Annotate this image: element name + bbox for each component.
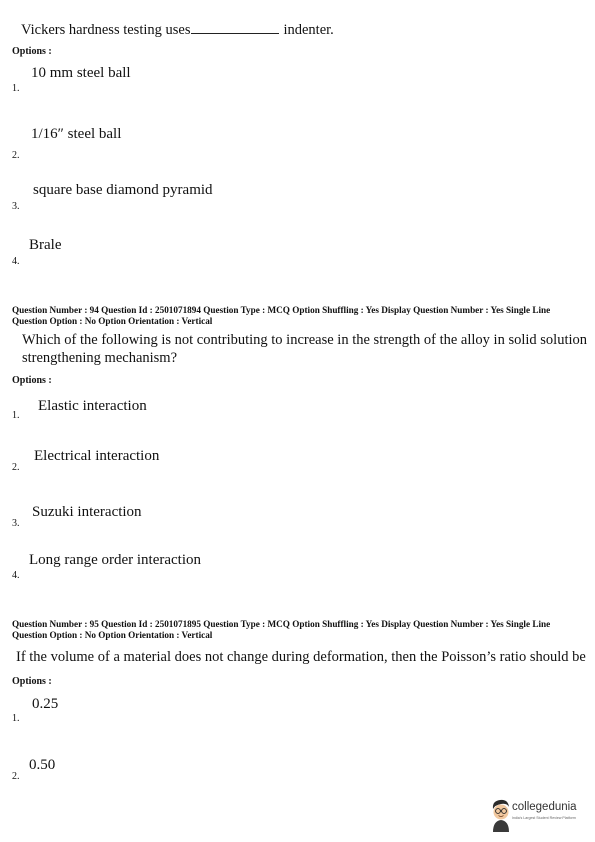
option-number: 2.: [12, 771, 20, 782]
options-label: Options :: [12, 375, 52, 386]
option-text: Long range order interaction: [29, 552, 202, 568]
question-93-text: [21, 19, 334, 39]
options-label: Options :: [12, 46, 52, 57]
collegedunia-logo: [488, 797, 588, 833]
option-text: Suzuki interaction: [32, 504, 142, 520]
option-number: 1.: [12, 713, 20, 724]
option-text: 10 mm steel ball: [31, 65, 131, 81]
logo-tagline: India's Largest Student Review Platform: [512, 816, 576, 820]
option-text: Elastic interaction: [38, 398, 147, 414]
question-94-text-line-2: strengthening mechanism?: [22, 350, 178, 366]
options-label: Options :: [12, 676, 52, 687]
option-text: Electrical interaction: [34, 448, 160, 464]
fill-in-blank: [191, 19, 279, 34]
option-number: 2.: [12, 150, 20, 161]
option-text: 1/16″ steel ball: [31, 126, 122, 142]
option-number: 4.: [12, 256, 20, 267]
option-number: 3.: [12, 518, 20, 529]
option-text: Brale: [29, 237, 62, 253]
option-number: 2.: [12, 462, 20, 473]
logo-wordmark: collegedunia: [512, 801, 577, 813]
question-93-text-before: Vickers hardness testing uses: [21, 22, 191, 38]
question-95-meta: Question Number : 95 Question Id : 2501071895 Question Type : MCQ Option Shuffling : Yes Display Question Number : Yes Single Line Question Option : No Option Orientation : Vertical: [12, 619, 551, 640]
option-number: 1.: [12, 83, 20, 94]
question-94-text-line-1: Which of the following is not contributing to increase in the strength of the alloy in solid solution: [22, 332, 588, 348]
option-number: 4.: [12, 570, 20, 581]
option-text: 0.50: [29, 757, 56, 773]
option-number: 1.: [12, 410, 20, 421]
question-95-text: If the volume of a material does not change during deformation, then the Poisson’s ratio should be: [16, 649, 586, 665]
mascot-icon: [488, 797, 514, 833]
question-94-meta: Question Number : 94 Question Id : 2501071894 Question Type : MCQ Option Shuffling : Yes Display Question Number : Yes Single Line Question Option : No Option Orientation : Vertical: [12, 305, 551, 326]
option-text: 0.25: [32, 696, 59, 712]
question-93-text-after: indenter.: [283, 22, 334, 38]
option-number: 3.: [12, 201, 20, 212]
option-text: square base diamond pyramid: [33, 182, 213, 198]
